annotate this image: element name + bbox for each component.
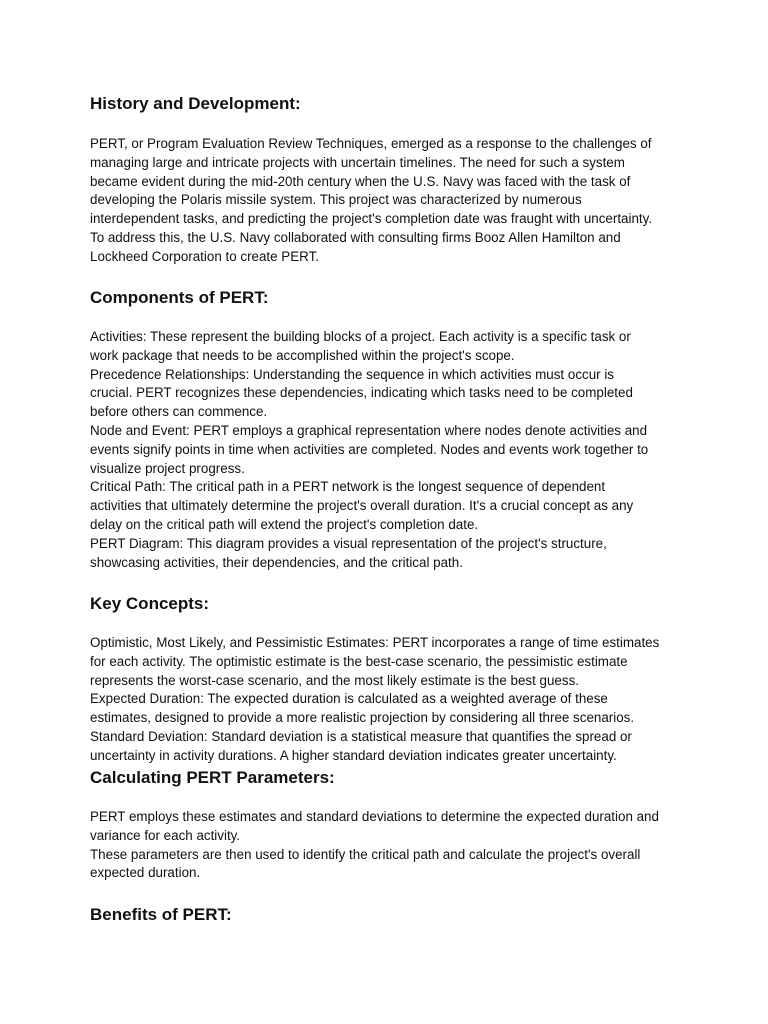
text-line: Critical Path: The critical path in a PERT network is the longest sequence of dependent bbox=[90, 479, 606, 495]
text-line: represents the worst-case scenario, and the most likely estimate is the best guess. bbox=[90, 672, 579, 688]
text-line: Standard Deviation: Standard deviation is a statistical measure that quantifies the spread or bbox=[90, 728, 632, 744]
text-line: These parameters are then used to identify the critical path and calculate the project's overall bbox=[90, 846, 641, 862]
text-line: Lockheed Corporation to create PERT. bbox=[90, 248, 320, 264]
text-line: delay on the critical path will extend the project's completion date. bbox=[90, 516, 479, 532]
paragraph-components-of-pert bbox=[90, 328, 690, 572]
text-line: activities that ultimately determine the project's overall duration. It's a crucial concept as any bbox=[90, 498, 634, 514]
text-line: uncertainty in activity durations. A higher standard deviation indicates greater uncertainty. bbox=[90, 747, 617, 763]
text-line: Node and Event: PERT employs a graphical representation where nodes denote activities and bbox=[90, 422, 648, 438]
heading-calculating-pert-parameters: Calculating PERT Parameters: bbox=[90, 768, 335, 787]
text-line: variance for each activity. bbox=[90, 827, 241, 843]
paragraph-calculating-pert-parameters bbox=[90, 808, 690, 883]
text-line: Activities: These represent the building blocks of a project. Each activity is a specific task or bbox=[90, 329, 631, 344]
text-line: visualize project progress. bbox=[90, 460, 245, 476]
text-line: for each activity. The optimistic estimate is the best-case scenario, the pessimistic estimate bbox=[90, 653, 628, 669]
text-line: PERT employs these estimates and standard deviations to determine the expected duration and bbox=[90, 809, 659, 824]
paragraph-history-and-development bbox=[90, 135, 690, 267]
text-line: expected duration. bbox=[90, 865, 201, 881]
text-line: Expected Duration: The expected duration is calculated as a weighted average of these bbox=[90, 691, 608, 707]
text-line: estimates, designed to provide a more realistic projection by considering all three scenarios. bbox=[90, 710, 635, 726]
heading-key-concepts: Key Concepts: bbox=[90, 594, 210, 613]
text-line: before others can commence. bbox=[90, 404, 268, 420]
text-line: managing large and intricate projects with uncertain timelines. The need for such a system bbox=[90, 154, 625, 170]
text-line: work package that needs to be accomplished within the project's scope. bbox=[90, 347, 515, 363]
text-line: became evident during the mid-20th century when the U.S. Navy was faced with the task of bbox=[90, 173, 631, 189]
text-line: crucial. PERT recognizes these dependencies, indicating which tasks need to be completed bbox=[90, 385, 633, 401]
text-line: Optimistic, Most Likely, and Pessimistic Estimates: PERT incorporates a range of time estimates bbox=[90, 635, 660, 650]
text-line: PERT, or Program Evaluation Review Techniques, emerged as a response to the challenges of bbox=[90, 136, 652, 151]
text-line: developing the Polaris missile system. This project was characterized by numerous bbox=[90, 192, 582, 208]
heading-history-and-development: History and Development: bbox=[90, 94, 301, 113]
heading-benefits-of-pert: Benefits of PERT: bbox=[90, 905, 232, 924]
heading-components-of-pert: Components of PERT: bbox=[90, 288, 269, 307]
text-line: Precedence Relationships: Understanding the sequence in which activities must occur is bbox=[90, 366, 615, 382]
text-line: interdependent tasks, and predicting the project's completion date was fraught with uncertainty. bbox=[90, 211, 653, 227]
text-line: showcasing activities, their dependencies, and the critical path. bbox=[90, 554, 463, 570]
text-line: PERT Diagram: This diagram provides a visual representation of the project's structure, bbox=[90, 535, 607, 551]
text-line: To address this, the U.S. Navy collaborated with consulting firms Booz Allen Hamilton and bbox=[90, 229, 621, 245]
text-line: events signify points in time when activities are completed. Nodes and events work together to bbox=[90, 441, 649, 457]
paragraph-key-concepts bbox=[90, 634, 690, 766]
